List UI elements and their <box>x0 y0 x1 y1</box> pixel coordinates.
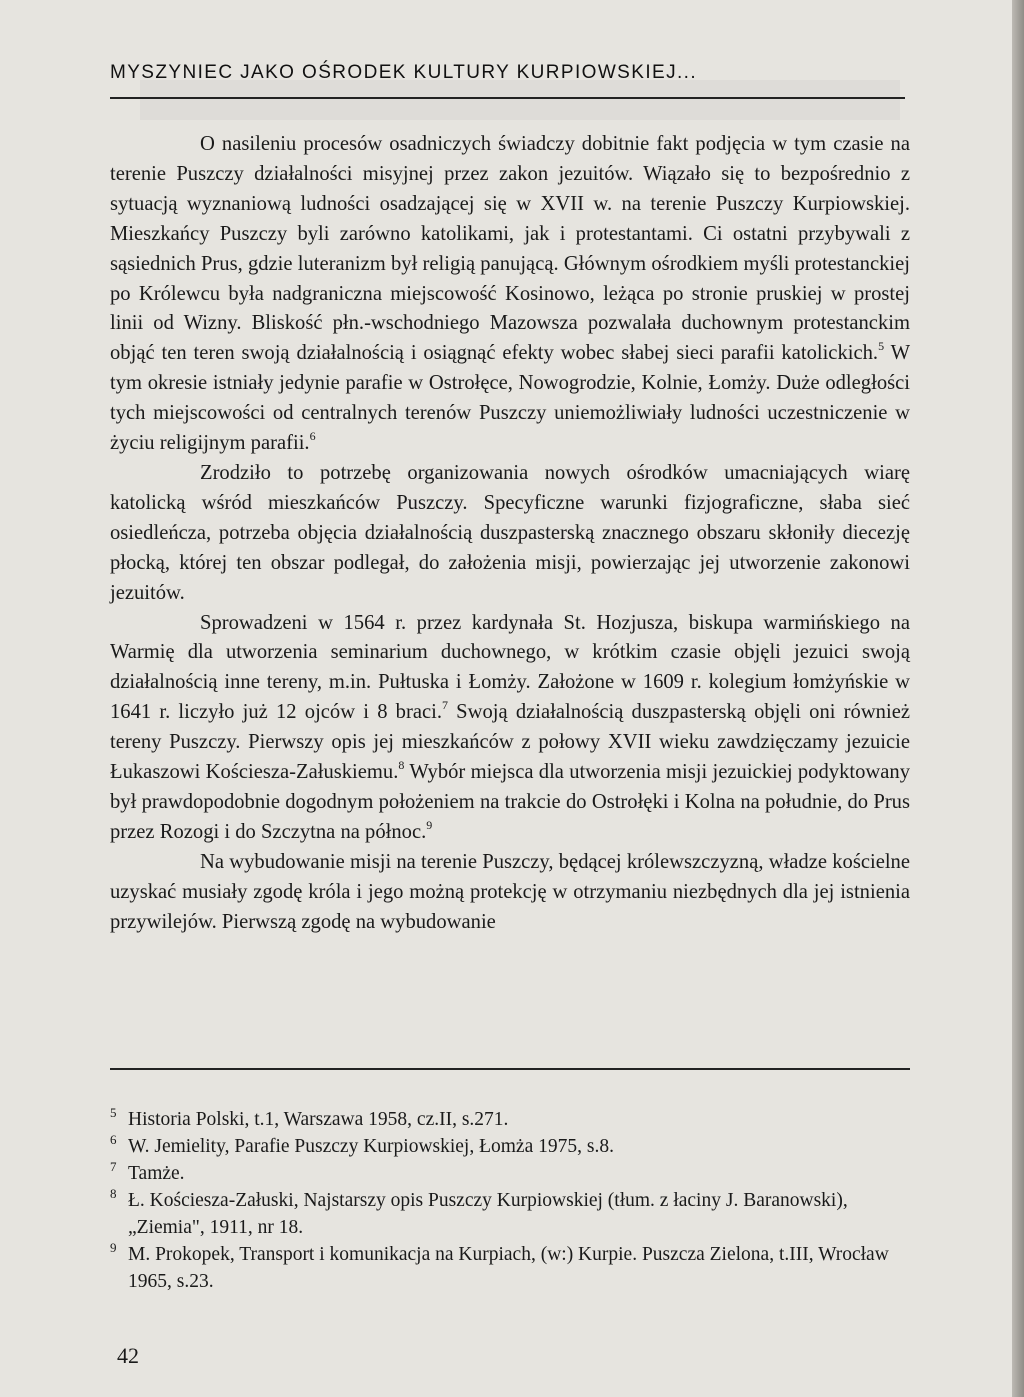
footnote-text: Ł. Kościesza-Załuski, Najstarszy opis Puszczy Kurpiowskiej (tłum. z łaciny J. Baranowski), „Ziemia", 1911, nr 18. <box>128 1190 848 1238</box>
footnote-ref: 5 <box>878 339 885 354</box>
paragraph <box>110 459 910 609</box>
paragraph-text: Na wybudowanie misji na terenie Puszczy, będącej królewszczyzną, władze kościelne uzyskać musiały zgodę króla i jego możną protekcję w otrzymaniu niezbędnych dla jej istnienia przywilejów. Pierwszą zgodę na wybudowanie <box>110 850 910 933</box>
footnote-number: 5 <box>110 1105 117 1120</box>
body-text <box>110 130 910 937</box>
footnote-ref: 9 <box>426 817 433 832</box>
footnote-text: Historia Polski, t.1, Warszawa 1958, cz.II, s.271. <box>128 1109 509 1130</box>
footnote <box>110 1133 910 1160</box>
footnote <box>110 1241 910 1295</box>
paragraph <box>110 848 910 938</box>
paragraph-text: Wybór miejsca dla utworzenia misji jezuickiej podyktowany był prawdopodobnie dogodnym położeniem na trakcie do Ostrołęki i Kolna na południe, do Prus przez Rozogi i do Szczytna na północ. <box>110 761 910 843</box>
footnote-text: W. Jemielity, Parafie Puszczy Kurpiowskiej, Łomża 1975, s.8. <box>128 1136 614 1157</box>
paragraph <box>110 130 910 459</box>
header-rule <box>110 97 905 99</box>
footnotes <box>110 1106 910 1295</box>
running-head: MYSZYNIEC JAKO OŚRODEK KULTURY KURPIOWSKIEJ... <box>110 62 698 83</box>
book-spine-edge <box>1012 0 1024 1397</box>
paragraph-text: O nasileniu procesów osadniczych świadczy dobitnie fakt podjęcia w tym czasie na terenie Puszczy działalności misyjnej przez zakon jezuitów. Wiązało się to bezpośrednio z sytuacją wyznaniową ludności osadzającej się w XVII w. na terenie Puszczy Kurpiowskiej. Mieszkańcy Puszczy byli zarówno katolikami, jak i protestantami. Ci ostatni przybywali z sąsiednich Prus, gdzie luteranizm był religią panującą. Głównym ośrodkiem myśli protestanckiej po Królewcu była nadgraniczna miejscowość Kosinowo, leżąca po stronie pruskiej w prostej linii od Wizny. Bliskość płn.-wschodniego Mazowsza pozwalała duchownym protestanckim objąć ten teren swoją działalnością i osiągnąć efekty wobec słabej sieci parafii katolickich. <box>110 133 910 365</box>
paragraph-text: W tym okresie istniały jedynie parafie w Ostrołęce, Nowogrodzie, Kolnie, Łomży. Duże odległości tych miejscowości od centralnych terenów Puszczy uniemożliwiały ludności uczestniczenie w życiu religijnym parafii. <box>110 342 911 455</box>
bleed-through-text <box>140 80 900 120</box>
footnote-number: 6 <box>110 1132 117 1147</box>
footnote <box>110 1160 910 1187</box>
footnote-ref: 8 <box>398 758 405 773</box>
footnote-rule <box>110 1068 910 1070</box>
footnote-number: 8 <box>110 1186 117 1201</box>
paragraph-text: Swoją działalnością duszpasterską objęli oni również tereny Puszczy. Pierwszy opis jej mieszkańców z połowy XVII wieku zawdzięczamy jezuicie Łukaszowi Kościesza-Załuskiemu. <box>110 701 910 784</box>
footnote <box>110 1187 910 1241</box>
page-number: 42 <box>117 1343 139 1368</box>
footnote-number: 7 <box>110 1159 117 1174</box>
footnote-ref: 6 <box>309 429 316 444</box>
footnote-number: 9 <box>110 1240 117 1255</box>
footnote-text: Tamże. <box>128 1163 185 1184</box>
paragraph-text: Sprowadzeni w 1564 r. przez kardynała St. Hozjusza, biskupa warmińskiego na Warmię dla utworzenia seminarium duchownego, w krótkim czasie objęli jezuici swoją działalnością inne tereny, m.in. Pułtuska i Łomży. Założone w 1609 r. kolegium łomżyńskie w 1641 r. liczyło już 12 ojców i 8 braci. <box>110 611 910 724</box>
footnote <box>110 1106 910 1133</box>
footnote-ref: 7 <box>441 698 448 713</box>
paragraph <box>110 609 910 848</box>
paragraph-text: Zrodziło to potrzebę organizowania nowych ośrodków umacniających wiarę katolicką wśród mieszkańców Puszczy. Specyficzne warunki fizjograficzne, słaba sieć osiedleńcza, potrzeba objęcia działalnością duszpasterską znacznego obszaru skłoniły diecezję płocką, której ten obszar podlegał, do założenia misji, powierzając jej utworzenie zakonowi jezuitów. <box>110 461 910 604</box>
footnote-text: M. Prokopek, Transport i komunikacja na Kurpiach, (w:) Kurpie. Puszcza Zielona, t.III, Wrocław 1965, s.23. <box>128 1244 889 1292</box>
